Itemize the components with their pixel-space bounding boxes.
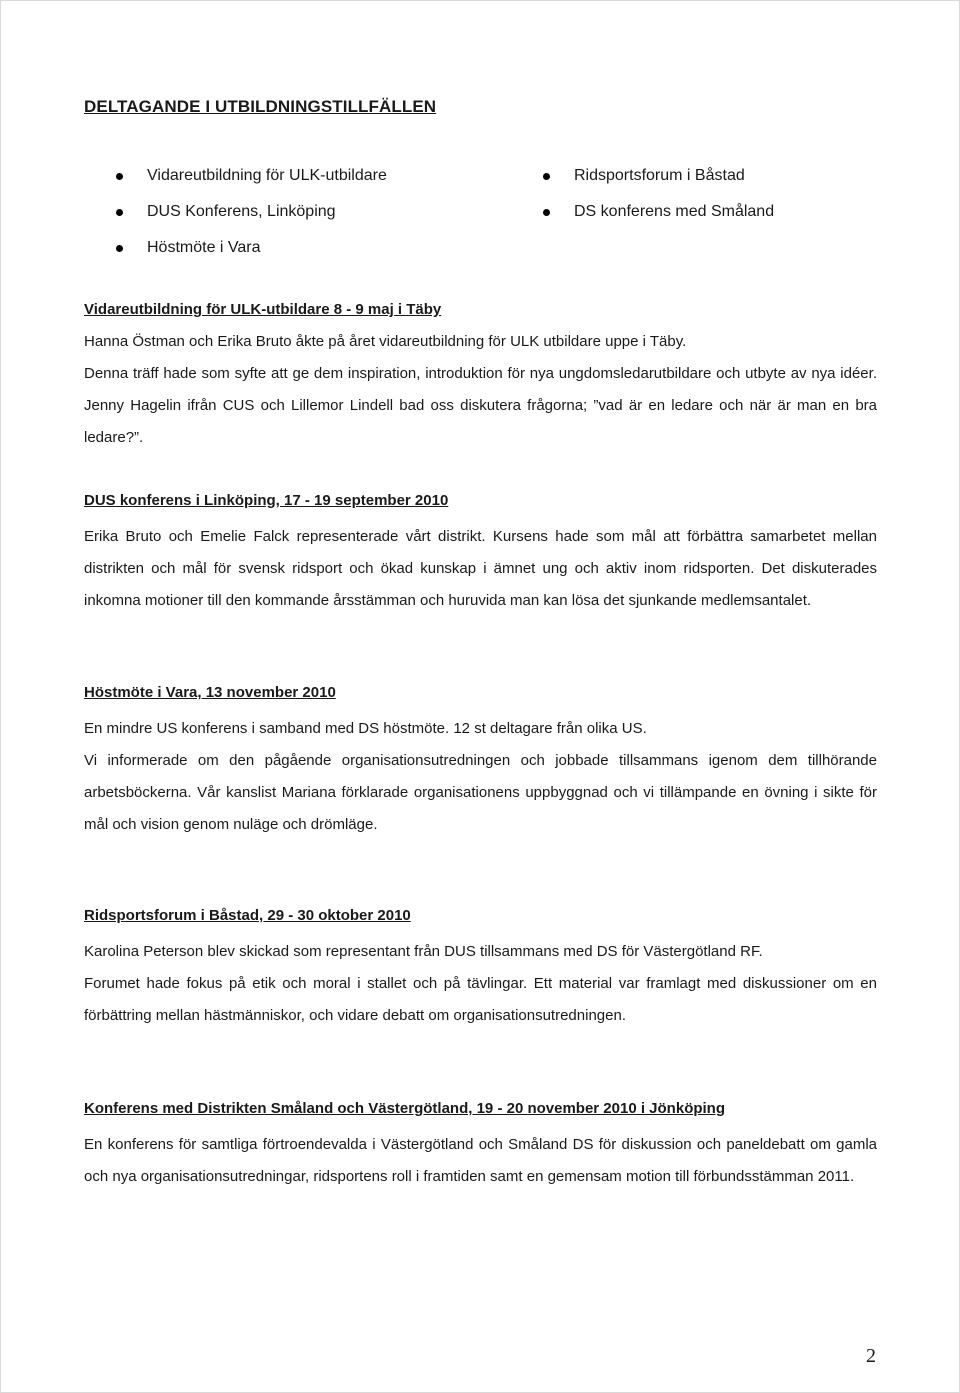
section-konferens-jonkoping [84, 1099, 877, 1193]
list-item: DS konferens med Småland [543, 194, 774, 230]
page-title: DELTAGANDE I UTBILDNINGSTILLFÄLLEN [84, 97, 437, 117]
list-item: Vidareutbildning för ULK-utbildare [116, 158, 387, 194]
list-item: Ridsportsforum i Båstad [543, 158, 774, 194]
section-title: Ridsportsforum i Båstad, 29 - 30 oktober 2010 [84, 907, 411, 924]
page-number: 2 [866, 1345, 876, 1367]
bullet-list-right [543, 158, 774, 230]
bullet-icon [116, 245, 123, 252]
section-title: Vidareutbildning för ULK-utbildare 8 - 9 maj i Täby [84, 301, 442, 318]
bullet-icon [116, 209, 123, 216]
paragraph: Forumet hade fokus på etik och moral i stallet och på tävlingar. Ett material var framlagt med diskussioner om en förbättring mellan hästmänniskor, och vidare debatt om organisationsutredningen. [84, 975, 877, 1024]
section-title: Konferens med Distrikten Småland och Västergötland, 19 - 20 november 2010 i Jönköping [84, 1100, 726, 1117]
paragraph: Karolina Peterson blev skickad som representant från DUS tillsammans med DS för Västergötland RF. [84, 943, 763, 960]
section-ulk-vidareutbildning [84, 300, 877, 454]
bullet-icon [543, 209, 550, 216]
list-item: DUS Konferens, Linköping [116, 194, 387, 230]
bullet-list-left [116, 158, 387, 266]
section-dus-konferens [84, 491, 877, 617]
paragraph: Denna träff hade som syfte att ge dem inspiration, introduktion för nya ungdomsledarutbildare och utbyte av nya idéer. Jenny Hagelin ifrån CUS och Lillemor Lindell bad oss diskutera frågorna; ”vad är en ledare och när är man en bra ledare?”. [84, 365, 877, 446]
bullet-icon [543, 173, 550, 180]
paragraph: En konferens för samtliga förtroendevalda i Västergötland och Småland DS för diskussion och paneldebatt om gamla och nya organisationsutredningar, ridsportens roll i framtiden samt en gemensam motion till förbundsstämman 2011. [84, 1136, 877, 1185]
paragraph: Hanna Östman och Erika Bruto åkte på året vidareutbildning för ULK utbildare uppe i Täby. [84, 333, 687, 350]
paragraph: En mindre US konferens i samband med DS höstmöte. 12 st deltagare från olika US. [84, 720, 647, 737]
list-item: Höstmöte i Vara [116, 230, 387, 266]
section-hostmote-vara [84, 683, 877, 841]
section-title: DUS konferens i Linköping, 17 - 19 september 2010 [84, 492, 449, 509]
paragraph: Erika Bruto och Emelie Falck representerade vårt distrikt. Kursens hade som mål att förbättra samarbetet mellan distrikten och mål för svensk ridsport och ökad kunskap i ämnet ung och aktiv inom ridsporten. Det diskuterades inkomna motioner till den kommande årsstämman och huruvida man kan lösa det sjunkande medlemsantalet. [84, 528, 877, 609]
section-title: Höstmöte i Vara, 13 november 2010 [84, 684, 336, 701]
bullet-icon [116, 173, 123, 180]
section-ridsportsforum [84, 906, 877, 1032]
paragraph: Vi informerade om den pågående organisationsutredningen och jobbade tillsammans igenom dem tillhörande arbetsböckerna. Vår kanslist Mariana förklarade organisationens uppbyggnad och vi tillämpande en övning i sikte för mål och vision genom nuläge och drömläge. [84, 752, 877, 833]
